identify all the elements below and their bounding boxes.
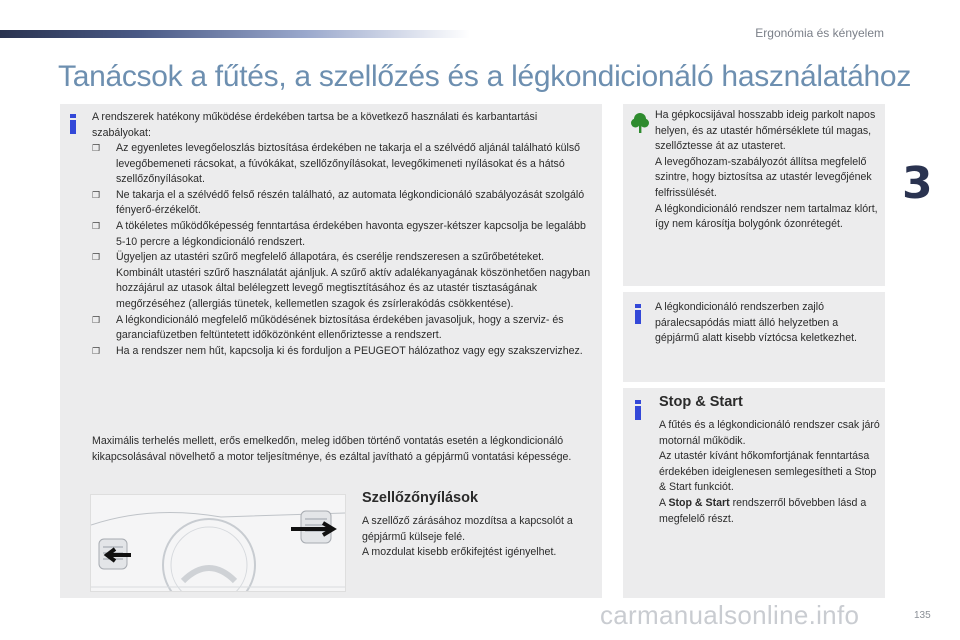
vents-heading: Szellőzőnyílások: [362, 490, 479, 506]
list-item: ❒ Ne takarja el a szélvédő felső részén található, az automata légkondicionáló szabályozását szolgáló fényerő-érzékelőt.: [92, 188, 585, 217]
checkbox-bullet-icon: ❒: [92, 220, 101, 231]
list-item: ❒ Ügyeljen az utastéri szűrő megfelelő állapotára, és cserélje rendszeresen a szűrőbetéteket. Kombinált utastéri szűrő használatát ajánljuk. A szűrő aktív adalékanyagának köszönhetően nagyban hozzájárul az utasok által belélegzett levegő megtisztításához és az utastér tisztaságának megőrzéséhez (allergiás tünetek, kellemetlen szagok és zsírlerakódás csökkentése).: [92, 250, 598, 312]
condensation-info-panel: [623, 292, 885, 382]
chapter-number: 3: [902, 158, 933, 209]
main-advice-panel: [60, 104, 602, 598]
intro-text: A rendszerek hatékony működése érdekében tartsa be a következő használati és karbantartási szabályokat:: [92, 111, 538, 139]
page-number: 135: [914, 610, 931, 621]
list-item-note: Kombinált utastéri szűrő használatát ajánljuk. A szűrő aktív adalékanyagának köszönhetően nagyban hozzájárul az utasok által belélegzett levegő megtisztításához és az utastér tisztaságának megőrzéséhez (allergiás tünetek, kellemetlen szagok és zsírlerakódás csökkentése).: [116, 266, 591, 310]
page-title: Tanácsok a fűtés, a szellőzés és a légkondicionáló használatához: [58, 60, 912, 93]
stop-start-heading: Stop & Start: [659, 394, 743, 410]
checkbox-bullet-icon: ❒: [92, 143, 101, 153]
dashboard-vent-illustration: [90, 494, 346, 592]
condensation-info-text: A légkondicionáló rendszerben zajló páralecsapódás miatt álló helyzetben a gépjármű alatt kisebb víztócsa keletkezhet.: [655, 301, 857, 345]
list-item: ❒ A légkondicionáló megfelelő működésének biztosítása érdekében javasoljuk, hogy a szerviz- és garanciafüzetben feltüntetett időközönként ellenőriztesse a rendszert.: [92, 313, 564, 342]
info-icon: [635, 304, 641, 324]
checkbox-bullet-icon: ❒: [92, 252, 101, 263]
list-item: ❒ A tökéletes működőképesség fenntartása érdekében havonta egyszer-kétszer kapcsolja be legalább 5-10 percre a légkondicionáló rendszert.: [92, 219, 586, 248]
stop-start-panel: [623, 388, 885, 598]
environment-tip-panel: [623, 104, 885, 286]
environment-tip-text: Ha gépkocsijával hosszabb ideig parkolt napos helyen, és az utastér hőmérséklete túl magas, szellőztesse át az utasteret. A levegőhozam-szabályozót állítsa megfelelő szintre, hogy biztosítsa az utastér levegőjének felfrissülését. A légkondicionáló rendszer nem tartalmaz klórt, így nem károsítja bolygónk ózonrétegét.: [655, 109, 878, 231]
info-icon: [635, 400, 641, 420]
list-item: ❒ Ha a rendszer nem hűt, kapcsolja ki és forduljon a PEUGEOT hálózathoz vagy egy szakszervizhez.: [92, 344, 598, 360]
checkbox-bullet-icon: ❒: [92, 345, 101, 356]
section-title: Ergonómia és kényelem: [755, 26, 884, 40]
advice-list: [92, 141, 598, 359]
checkbox-bullet-icon: ❒: [92, 189, 101, 200]
header-accent-bar: [0, 30, 470, 38]
info-icon: [70, 114, 76, 134]
max-load-paragraph: Maximális terhelés mellett, erős emelkedőn, meleg időben történő vontatás esetén a légkondicionáló kikapcsolásával növelhető a motor teljesítménye, és ezáltal javítható a gépjármű vontatási képessége.: [92, 435, 572, 463]
vents-text: A szellőző zárásához mozdítsa a kapcsolót a gépjármű külseje felé. A mozdulat kisebb erőkifejtést igényelhet.: [362, 515, 573, 559]
list-item: ❒ Az egyenletes levegőeloszlás biztosítása érdekében ne takarja el a szélvédő aljánál található külső levegőbemeneti rácsokat, a fúvókákat, szellőzőnyílásokat, levegőkimeneti nyílásokat és a hátsó szellőzőnyílásokat.: [92, 142, 581, 186]
checkbox-bullet-icon: ❒: [92, 314, 101, 325]
leaf-icon: [631, 112, 649, 139]
stop-start-bold-term: Stop & Start: [668, 496, 730, 509]
watermark-text: carmanualsonline.info: [600, 600, 860, 630]
stop-start-text: A fűtés és a légkondicionáló rendszer csak járó motornál működik. Az utastér kívánt hőkomfortjának fenntartása érdekében ideiglenesen semlegesítheti a Stop & Start funkciót. A Stop & Start rendszerről bővebben lásd a megfelelő részt.: [659, 419, 880, 525]
